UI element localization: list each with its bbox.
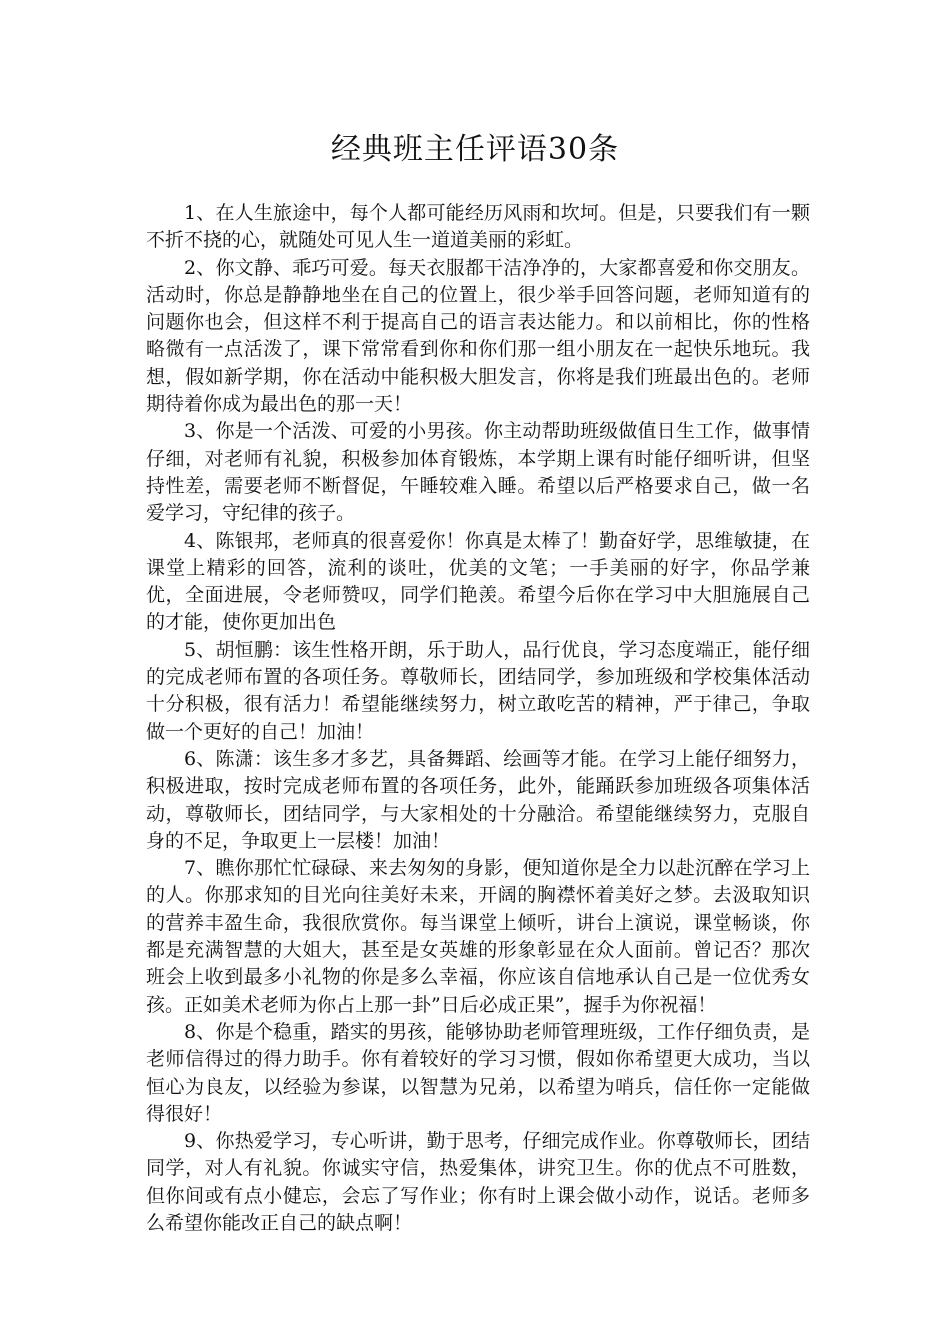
comment-paragraph-9: 9、你热爱学习，专心听讲，勤于思考，仔细完成作业。你尊敬师长，团结同学，对人有礼貌。你诚实守信，热爱集体，讲究卫生。你的优点不可胜数，但你间或有点小健忘，会忘了写作业；你有时上课会做小动作，说话。老师多么希望你能改正自己的缺点啊！: [146, 1130, 810, 1234]
comment-paragraph-8: 8、你是个稳重，踏实的男孩，能够协助老师管理班级，工作仔细负责，是老师信得过的得力助手。你有着较好的学习习惯，假如你希望更大成功，当以恒心为良友，以经验为参谋，以智慧为兄弟，以希望为哨兵，信任你一定能做得很好！: [146, 1020, 810, 1125]
page-title: 经典班主任评语30条: [330, 132, 620, 167]
document-body: [146, 200, 810, 1237]
comment-paragraph-1: 1、在人生旅途中，每个人都可能经历风雨和坎坷。但是，只要我们有一颗不折不挠的心，就随处可见人生一道道美丽的彩虹。: [146, 202, 810, 252]
comment-paragraph-6: 6、陈潇：该生多才多艺，具备舞蹈、绘画等才能。在学习上能仔细努力，积极进取，按时完成老师布置的各项任务，此外，能踊跃参加班级各项集体活动，尊敬师长，团结同学，与大家相处的十分融洽。希望能继续努力，克服自身的不足，争取更上一层楼！加油！: [146, 747, 810, 852]
comment-paragraph-3: 3、你是一个活泼、可爱的小男孩。你主动帮助班级做值日生工作，做事情仔细，对老师有礼貌，积极参加体育锻炼，本学期上课有时能仔细听讲，但坚持性差，需要老师不断督促，午睡较难入睡。希望以后严格要求自己，做一名爱学习，守纪律的孩子。: [146, 420, 810, 525]
comment-paragraph-5: 5、胡恒鹏：该生性格开朗，乐于助人，品行优良，学习态度端正，能仔细的完成老师布置的各项任务。尊敬师长，团结同学，参加班级和学校集体活动十分积极，很有活力！希望能继续努力，树立敢吃苦的精神，严于律己，争取做一个更好的自己！加油！: [146, 638, 810, 743]
comment-paragraph-7: 7、瞧你那忙忙碌碌、来去匆匆的身影，便知道你是全力以赴沉醉在学习上的人。你那求知的目光向往美好未来，开阔的胸襟怀着美好之梦。去汲取知识的营养丰盈生命，我很欣赏你。每当课堂上倾听，讲台上演说，课堂畅谈，你都是充满智慧的大姐大，甚至是女英雄的形象彰显在众人面前。曾记否？那次班会上收到最多小礼物的你是多么幸福，你应该自信地承认自己是一位优秀女孩。正如美术老师为你占上那一卦”日后必成正果”，握手为你祝福！: [146, 857, 810, 1016]
comment-paragraph-4: 4、陈银邦，老师真的很喜爱你！你真是太棒了！勤奋好学，思维敏捷，在课堂上精彩的回答，流利的谈吐，优美的文笔；一手美丽的好字，你品学兼优，全面进展，令老师赞叹，同学们艳羡。希望今后你在学习中大胆施展自己的才能，使你更加出色: [146, 529, 810, 634]
comment-paragraph-2: 2、你文静、乖巧可爱。每天衣服都干洁净净的，大家都喜爱和你交朋友。活动时，你总是静静地坐在自己的位置上，很少举手回答问题，老师知道有的问题你也会，但这样不利于提高自己的语言表达能力。和以前相比，你的性格略微有一点活泼了，课下常常看到你和你们那一组小朋友在一起快乐地玩。我想，假如新学期，你在活动中能积极大胆发言，你将是我们班最出色的。老师期待着你成为最出色的那一天！: [146, 256, 810, 416]
